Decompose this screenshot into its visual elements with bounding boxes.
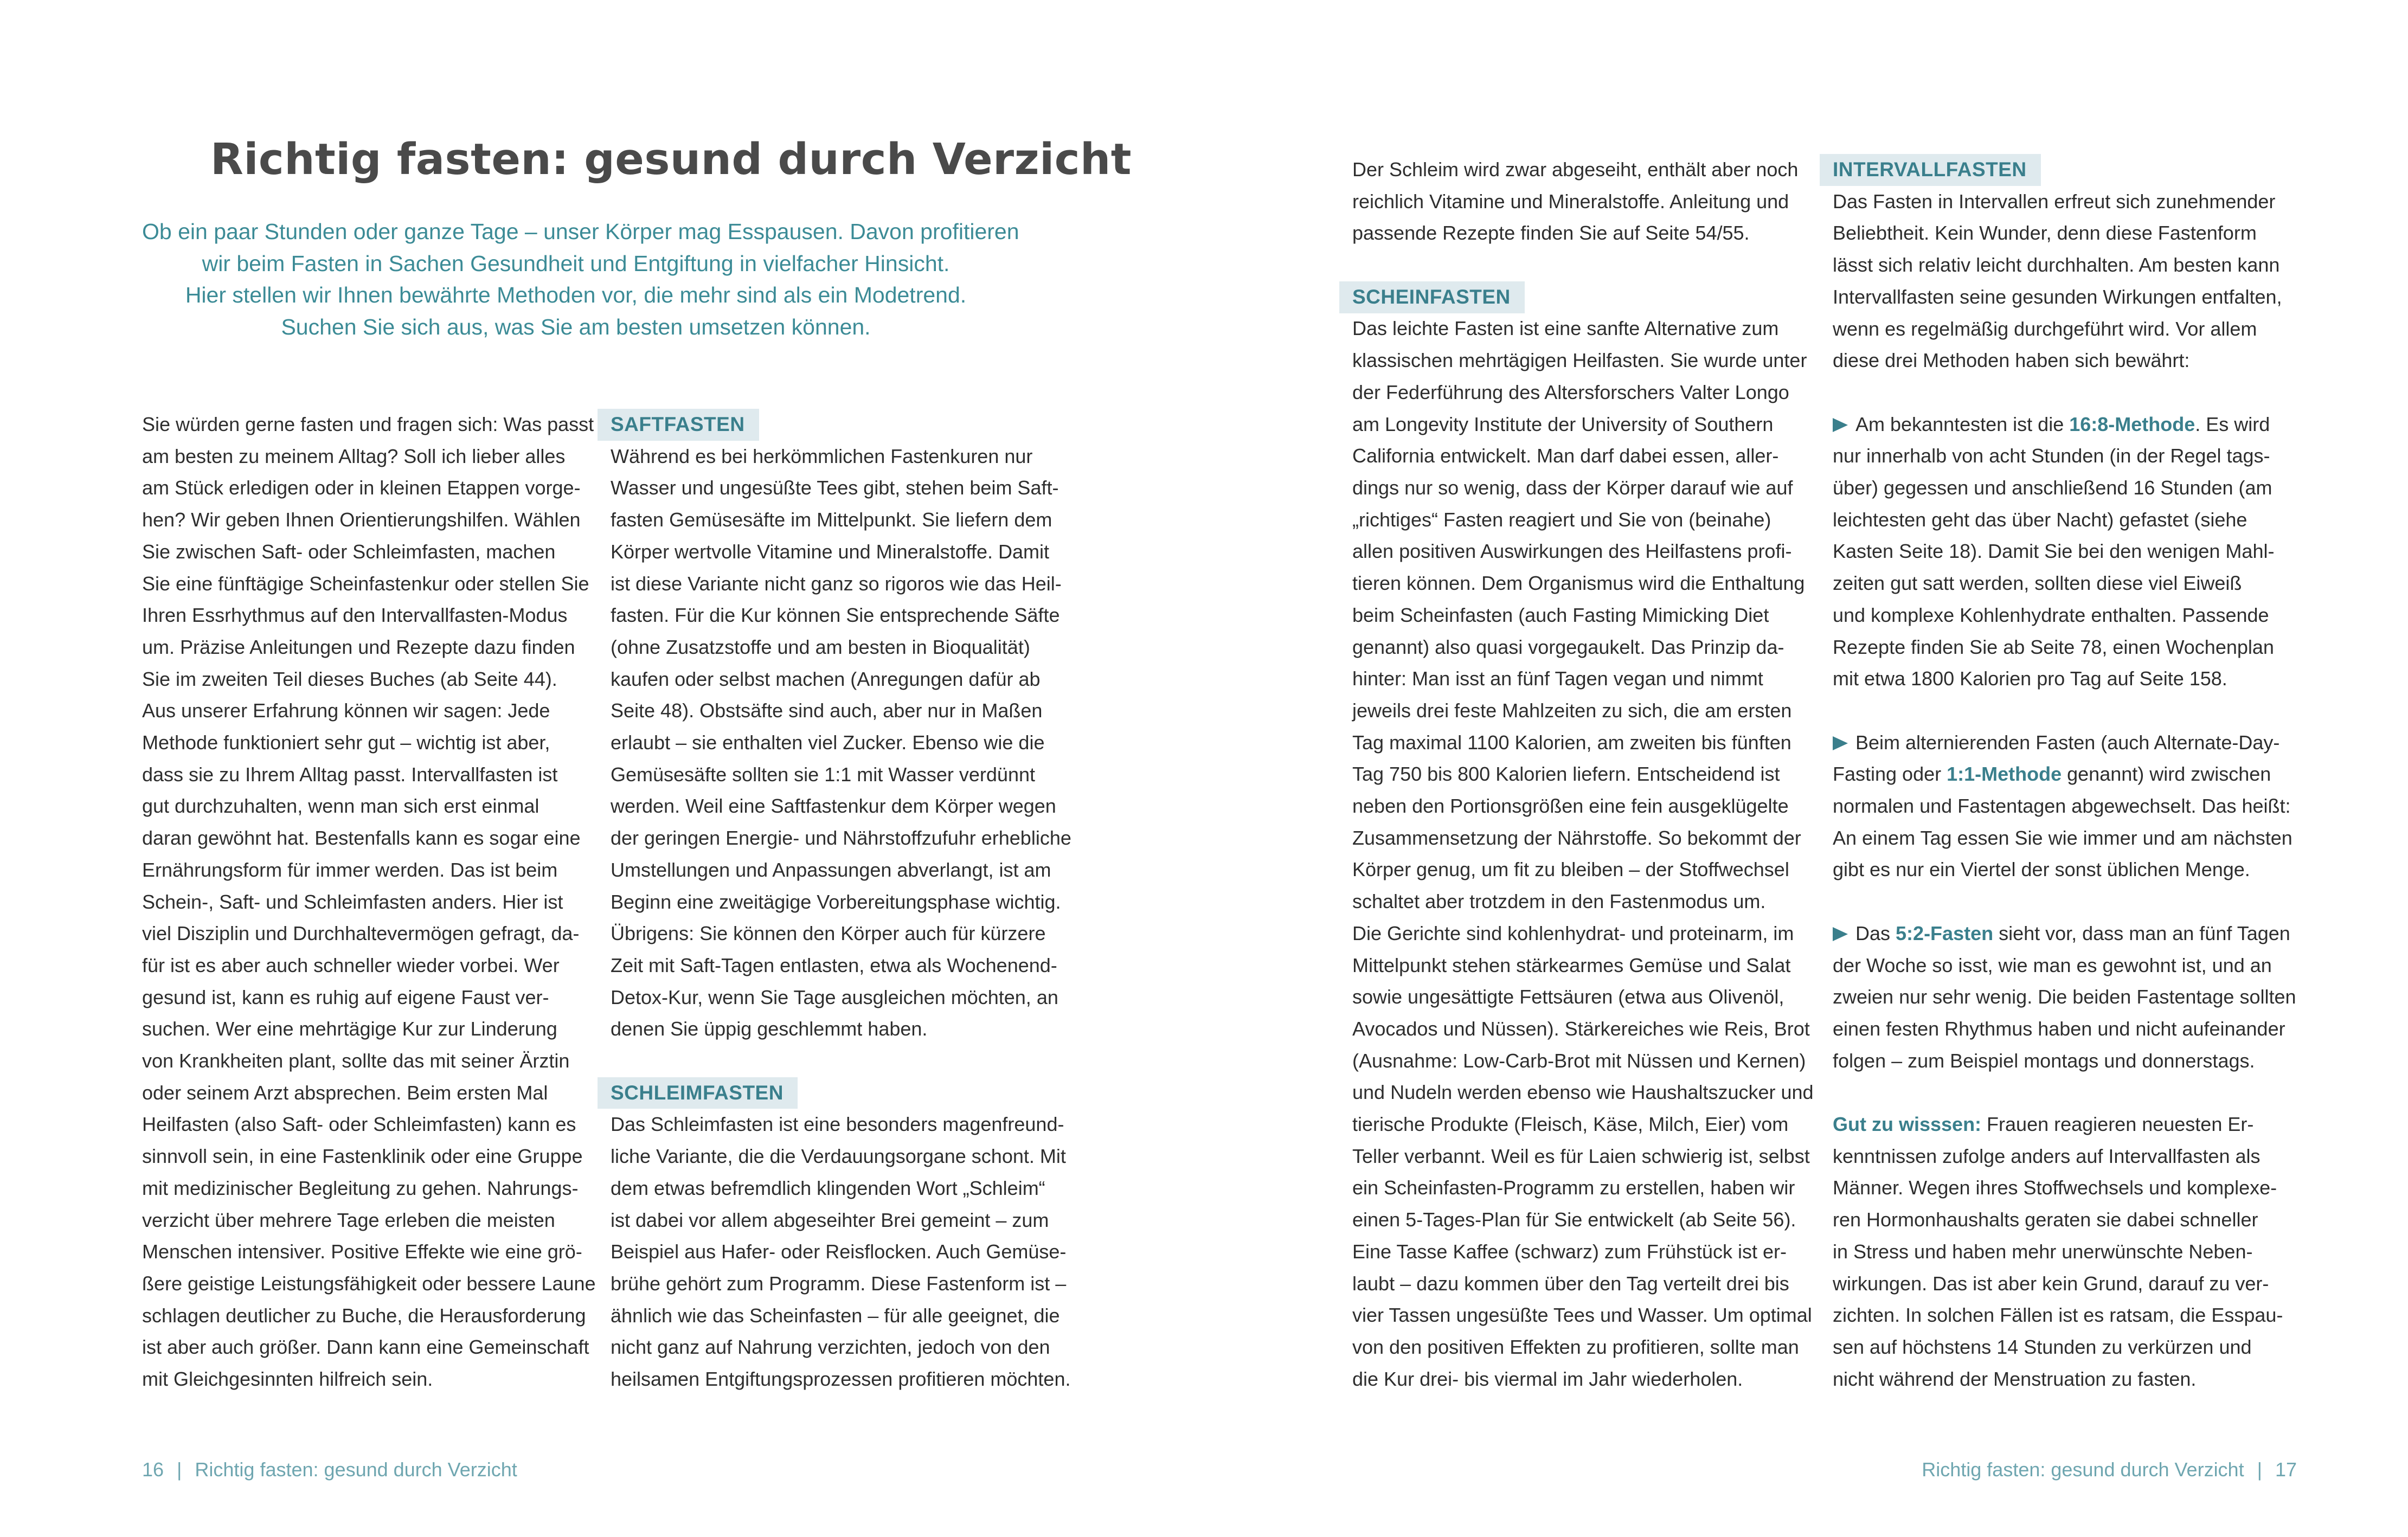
text-line: diese drei Methoden haben sich bewährt: — [1833, 349, 2190, 372]
bullet-1-1: Beim alternierenden Fasten (auch Alternate-Day- — [1833, 727, 2296, 759]
intro-line: Ob ein paar Stunden oder ganze Tage – unser Körper mag Esspausen. Davon profitieren — [142, 219, 1019, 244]
text-line: Ernährungsform für immer werden. Das ist beim — [142, 858, 558, 881]
text-line: jeweils drei feste Mahlzeiten zu sich, die am ersten — [1352, 699, 1792, 722]
text-line: oder seinem Arzt absprechen. Beim ersten Mal — [142, 1081, 548, 1104]
bullet-16-8: Am bekanntesten ist die 16:8-Methode. Es wird — [1833, 409, 2296, 441]
text-line: Wasser und ungesüßte Tees gibt, stehen beim Saft- — [611, 477, 1059, 499]
text-line: einen 5-Tages-Plan für Sie entwickelt (ab Seite 56). — [1352, 1208, 1796, 1231]
section-heading-intervallfasten: INTERVALLFASTEN — [1820, 154, 2041, 186]
text-line: gesund ist, kann es ruhig auf eigene Faust ver- — [142, 986, 549, 1008]
text-line: schlagen deutlicher zu Buche, die Herausforderung — [142, 1304, 586, 1327]
text-line: sowie ungesättigte Fettsäuren (etwa aus Olivenöl, — [1352, 986, 1784, 1008]
text-line: Sie im zweiten Teil dieses Buches (ab Seite 44). — [142, 667, 557, 690]
column-2-body — [611, 409, 1071, 1395]
text-line: neben den Portionsgrößen eine fein ausgeklügelte — [1352, 795, 1789, 818]
text-line: mit etwa 1800 Kalorien pro Tag auf Seite 158. — [1833, 667, 2227, 690]
arrow-bullet-icon — [1833, 736, 1848, 750]
text-line: nur innerhalb von acht Stunden (in der Regel tags- — [1833, 445, 2270, 467]
text-line: klassischen mehrtägigen Heilfasten. Sie wurde unter — [1352, 349, 1807, 372]
text-line: wirkungen. Das ist aber kein Grund, darauf zu ver- — [1833, 1272, 2269, 1295]
text-line: ähnlich wie das Scheinfasten – für alle geeignet, die — [611, 1304, 1060, 1327]
text-line: denen Sie üppig geschlemmt haben. — [611, 1018, 928, 1040]
text-line: ist diese Variante nicht ganz so rigoros wie das Heil- — [611, 572, 1062, 595]
text-line: Schein-, Saft- und Schleimfasten anders. Hier ist — [142, 890, 563, 913]
text-line: von Krankheiten plant, sollte das mit seiner Ärztin — [142, 1050, 570, 1072]
text-line: Die Gerichte sind kohlenhydrat- und proteinarm, im — [1352, 922, 1794, 944]
text-line: Methode funktioniert sehr gut – wichtig ist aber, — [142, 731, 550, 754]
column-3-body — [1352, 154, 1814, 1395]
text-line: nicht ganz auf Nahrung verzichten, jedoch von den — [611, 1336, 1050, 1359]
text-line: liche Variante, die die Verdauungsorgane schont. Mit — [611, 1145, 1066, 1168]
intro-line: wir beim Fasten in Sachen Gesundheit und Entgiftung in vielfacher Hinsicht. — [202, 250, 950, 276]
text-line: Sie eine fünftägige Scheinfastenkur oder stellen Sie — [142, 572, 589, 595]
text-line: reichlich Vitamine und Mineralstoffe. Anleitung und — [1352, 190, 1789, 213]
section-heading-schleimfasten: SCHLEIMFASTEN — [598, 1077, 798, 1109]
text-line: Heilfasten (also Saft- oder Schleimfasten) kann es — [142, 1113, 576, 1136]
text-line: Beliebtheit. Kein Wunder, denn diese Fastenform — [1833, 222, 2257, 245]
text-line: wenn es regelmäßig durchgeführt wird. Vor allem — [1833, 317, 2257, 340]
text-line: suchen. Wer eine mehrtägige Kur zur Linderung — [142, 1018, 557, 1040]
text-line: Zeit mit Saft-Tagen entlasten, etwa als Wochenend- — [611, 954, 1057, 976]
text-line: gibt es nur ein Viertel der sonst üblichen Menge. — [1833, 858, 2250, 881]
text-line: dem etwas befremdlich klingenden Wort „Schleim“ — [611, 1176, 1045, 1199]
section-heading-scheinfasten: SCHEINFASTEN — [1339, 281, 1525, 313]
text-line: Sie zwischen Saft- oder Schleimfasten, machen — [142, 540, 556, 563]
text-line: am Stück erledigen oder in kleinen Etappen vorge- — [142, 477, 581, 499]
intro-line: Hier stellen wir Ihnen bewährte Methoden vor, die mehr sind als ein Modetrend. — [185, 282, 967, 308]
text-line: Das leichte Fasten ist eine sanfte Alternative zum — [1352, 317, 1779, 340]
text-line: folgen – zum Beispiel montags und donnerstags. — [1833, 1049, 2255, 1072]
text-line: Kasten Seite 18). Damit Sie bei den wenigen Mahl- — [1833, 540, 2275, 563]
footer-separator: | — [2257, 1458, 2262, 1481]
footer-separator: | — [177, 1458, 182, 1481]
text-line: Körper genug, um fit zu bleiben – der Stoffwechsel — [1352, 858, 1789, 881]
text-line: Beispiel aus Hafer- oder Reisflocken. Auch Gemüse- — [611, 1240, 1067, 1263]
text-line: Der Schleim wird zwar abgeseiht, enthält aber noch — [1352, 158, 1799, 181]
text-line: viel Disziplin und Durchhaltevermögen gefragt, da- — [142, 922, 580, 945]
text-line: Rezepte finden Sie ab Seite 78, einen Wochenplan — [1833, 635, 2274, 658]
text-line: schaltet aber trotzdem in den Fastenmodus um. — [1352, 890, 1766, 913]
text-line: An einem Tag essen Sie wie immer und am nächsten — [1833, 826, 2293, 849]
page-number: 16 — [142, 1458, 164, 1481]
text-line: gut durchzuhalten, wenn man sich erst einmal — [142, 795, 540, 818]
text-line: Mittelpunkt stehen stärkearmes Gemüse und Salat — [1352, 954, 1791, 976]
text-line: daran gewöhnt hat. Bestenfalls kann es sogar eine — [142, 827, 581, 850]
text-line: einen festen Rhythmus haben und nicht aufeinander — [1833, 1017, 2285, 1040]
text-line: fasten Gemüsesäfte im Mittelpunkt. Sie liefern dem — [611, 509, 1052, 531]
text-line: kenntnissen zufolge anders auf Intervallfasten als — [1833, 1144, 2261, 1167]
page-title: Richtig fasten: gesund durch Verzicht — [210, 134, 1132, 184]
arrow-bullet-icon — [1833, 927, 1848, 941]
text-line: und Nudeln werden ebenso wie Haushaltszucker und — [1352, 1081, 1814, 1104]
text-line: für ist es aber auch schneller wieder vorbei. Wer — [142, 954, 560, 976]
running-title: Richtig fasten: gesund durch Verzicht — [195, 1458, 517, 1481]
text-line: ein Scheinfasten-Programm zu erstellen, haben wir — [1352, 1176, 1795, 1199]
text-line: die Kur drei- bis viermal im Jahr wiederholen. — [1352, 1367, 1743, 1390]
text-line: sen auf höchstens 14 Stunden zu verkürzen und — [1833, 1335, 2252, 1358]
section-heading-saftfasten: SAFTFASTEN — [598, 409, 759, 441]
text-line: Ihren Essrhythmus auf den Intervallfasten-Modus — [142, 604, 568, 627]
text-line: zichten. In solchen Fällen ist es ratsam, die Esspau- — [1833, 1304, 2283, 1327]
text-line: der Federführung des Altersforschers Valter Longo — [1352, 381, 1789, 403]
intro-line: Suchen Sie sich aus, was Sie am besten umsetzen können. — [281, 314, 871, 340]
text-line: fasten. Für die Kur können Sie entsprechende Säfte — [611, 604, 1060, 627]
text-line: Zusammensetzung der Nährstoffe. So bekommt der — [1352, 826, 1801, 849]
text-line: hinter: Man isst an fünf Tagen vegan und nimmt — [1352, 667, 1763, 690]
running-title: Richtig fasten: gesund durch Verzicht — [1922, 1458, 2244, 1481]
text-line: verzicht über mehrere Tage erleben die meisten — [142, 1208, 555, 1231]
text-line: Intervallfasten seine gesunden Wirkungen entfalten, — [1833, 285, 2282, 308]
text-line: normalen und Fastentagen abgewechselt. Das heißt: — [1833, 795, 2291, 818]
text-line: und komplexe Kohlenhydrate enthalten. Passende — [1833, 603, 2269, 626]
text-line: vier Tassen ungesüßte Tees und Wasser. Um optimal — [1352, 1304, 1812, 1327]
text-line: leichtesten geht das über Nacht) gefastet (siehe — [1833, 508, 2248, 531]
text-line: zweien nur sehr wenig. Die beiden Fastentage sollten — [1833, 986, 2296, 1008]
tip-box: Gut zu wisssen: Frauen reagieren neuesten Er- — [1833, 1113, 2254, 1136]
text-line: sinnvoll sein, in eine Fastenklinik oder eine Gruppe — [142, 1145, 583, 1168]
bullet-5-2: Das 5:2-Fasten sieht vor, dass man an fünf Tagen — [1833, 918, 2296, 950]
text-line: nicht während der Menstruation zu fasten. — [1833, 1367, 2197, 1390]
text-line: heilsamen Entgiftungsprozessen profitieren möchten. — [611, 1368, 1071, 1391]
text-line: dass sie zu Ihrem Alltag passt. Intervallfasten ist — [142, 763, 558, 786]
text-line: ist dabei vor allem abgeseihter Brei gemeint – zum — [611, 1208, 1049, 1231]
text-line: mit Gleichgesinnten hilfreich sein. — [142, 1368, 433, 1391]
text-line: von den positiven Effekten zu profitieren, sollte man — [1352, 1335, 1799, 1358]
text-line: dings nur so wenig, dass der Körper darauf wie auf — [1352, 477, 1793, 499]
footer-left — [142, 1458, 517, 1481]
text-line: Fasting oder 1:1-Methode genannt) wird zwischen — [1833, 763, 2271, 786]
text-line: passende Rezepte finden Sie auf Seite 54/55. — [1352, 222, 1750, 245]
text-line: Menschen intensiver. Positive Effekte wie eine grö- — [142, 1240, 582, 1263]
text-line: genannt) also quasi vorgegaukelt. Das Prinzip da- — [1352, 635, 1784, 658]
text-line: über) gegessen und anschließend 16 Stunden (am — [1833, 477, 2272, 499]
text-line: werden. Weil eine Saftfastenkur dem Körper wegen — [611, 795, 1056, 818]
text-line: Sie würden gerne fasten und fragen sich: Was passt — [142, 413, 594, 435]
text-line: Gemüsesäfte sollten sie 1:1 mit Wasser verdünnt — [611, 763, 1035, 786]
page-number: 17 — [2275, 1458, 2297, 1481]
text-line: ren Hormonhaushalts geraten sie dabei schneller — [1833, 1208, 2258, 1231]
text-line: Männer. Wegen ihres Stoffwechsels und komplexe- — [1833, 1176, 2277, 1199]
text-line: Beginn eine zweitägige Vorbereitungsphase wichtig. — [611, 890, 1061, 913]
text-line: California entwickelt. Man darf dabei essen, aller- — [1352, 445, 1779, 467]
arrow-bullet-icon — [1833, 418, 1848, 432]
text-line: laubt – dazu kommen über den Tag verteilt drei bis — [1352, 1272, 1789, 1295]
text-line: kaufen oder selbst machen (Anregungen dafür ab — [611, 667, 1041, 690]
tip-label: Gut zu wisssen: — [1833, 1113, 1982, 1136]
text-line: Tag 750 bis 800 Kalorien liefern. Entscheidend ist — [1352, 763, 1780, 786]
text-line: (Ausnahme: Low-Carb-Brot mit Nüssen und Kernen) — [1352, 1049, 1806, 1072]
text-line: zeiten gut satt werden, sollten diese viel Eiweiß — [1833, 572, 2242, 595]
text-line: Detox-Kur, wenn Sie Tage ausgleichen möchten, an — [611, 986, 1058, 1008]
text-line: am besten zu meinem Alltag? Soll ich lieber alles — [142, 445, 566, 467]
text-line: Umstellungen und Anpassungen abverlangt, ist am — [611, 858, 1051, 881]
text-line: um. Präzise Anleitungen und Rezepte dazu finden — [142, 635, 575, 658]
text-line: brühe gehört zum Programm. Diese Fastenform ist – — [611, 1272, 1067, 1295]
text-line: am Longevity Institute der University of Southern — [1352, 413, 1774, 435]
text-line: der Woche so isst, wie man es gewohnt ist, und an — [1833, 954, 2272, 976]
text-line: ßere geistige Leistungsfähigkeit oder bessere Laune — [142, 1272, 596, 1295]
column-1-body — [142, 409, 596, 1395]
text-line: Körper wertvolle Vitamine und Mineralstoffe. Damit — [611, 540, 1050, 563]
text-line: allen positiven Auswirkungen des Heilfastens profi- — [1352, 540, 1792, 563]
text-line: (ohne Zusatzstoffe und am besten in Bioqualität) — [611, 635, 1030, 658]
text-line: mit medizinischer Begleitung zu gehen. Nahrungs- — [142, 1176, 579, 1199]
text-line: Das Schleimfasten ist eine besonders magenfreund- — [611, 1113, 1064, 1136]
text-line: tierische Produkte (Fleisch, Käse, Milch, Eier) vom — [1352, 1113, 1789, 1136]
intro-text — [142, 216, 1019, 343]
text-line: erlaubt – sie enthalten viel Zucker. Ebenso wie die — [611, 731, 1045, 754]
text-line: Während es bei herkömmlichen Fastenkuren nur — [611, 445, 1033, 467]
text-line: Aus unserer Erfahrung können wir sagen: Jede — [142, 699, 550, 722]
text-line: hen? Wir geben Ihnen Orientierungshilfen. Wählen — [142, 509, 581, 531]
text-line: lässt sich relativ leicht durchhalten. Am besten kann — [1833, 254, 2280, 276]
text-line: tieren können. Dem Organismus wird die Enthaltung — [1352, 572, 1805, 595]
text-line: Eine Tasse Kaffee (schwarz) zum Frühstück ist er- — [1352, 1240, 1787, 1263]
footer-right — [1922, 1458, 2297, 1481]
text-line: Teller verbannt. Weil es für Laien schwierig ist, selbst — [1352, 1144, 1810, 1167]
text-line: ist aber auch größer. Dann kann eine Gemeinschaft — [142, 1336, 589, 1359]
text-line: beim Scheinfasten (auch Fasting Mimicking Diet — [1352, 603, 1769, 626]
text-line: Tag maximal 1100 Kalorien, am zweiten bis fünften — [1352, 731, 1791, 754]
column-4-body — [1833, 154, 2296, 1395]
text-line: in Stress und haben mehr unerwünschte Neben- — [1833, 1240, 2253, 1263]
text-line: „richtiges“ Fasten reagiert und Sie von (beinahe) — [1352, 508, 1771, 531]
text-line: Übrigens: Sie können den Körper auch für kürzere — [611, 922, 1046, 945]
text-line: Seite 48). Obstsäfte sind auch, aber nur in Maßen — [611, 699, 1043, 722]
text-line: der geringen Energie- und Nährstoffzufuhr erhebliche — [611, 827, 1071, 850]
text-line: Avocados und Nüssen). Stärkereiches wie Reis, Brot — [1352, 1017, 1810, 1040]
text-line: Das Fasten in Intervallen erfreut sich zunehmender — [1833, 190, 2276, 213]
